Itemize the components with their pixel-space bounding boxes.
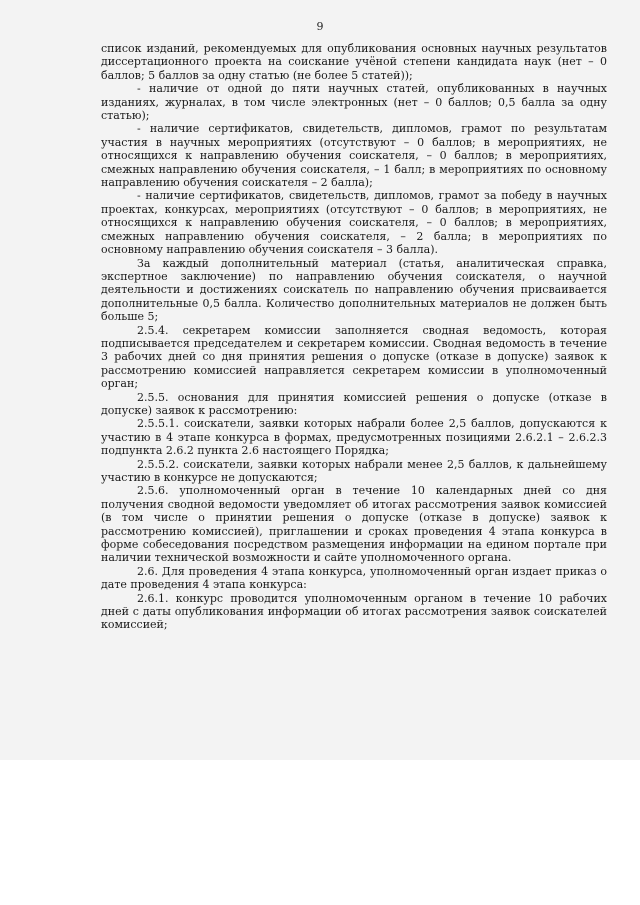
paragraph: За каждый дополнительный материал (статья, аналитическая справка, экспертное заключение) по направлению обучения соискателя, о научной деятельности и достижениях соискатель по направлению обучения присваивается дополнительные 0,5 балла. Количество дополнительных материалов не должен быть больше 5; bbox=[101, 256, 607, 324]
paragraph: 2.6. Для проведения 4 этапа конкурса, уполномоченный орган издает приказ о дате проведения 4 этапа конкурса: bbox=[101, 564, 607, 592]
document-body bbox=[101, 42, 607, 632]
paragraph: список изданий, рекомендуемых для опубликования основных научных результатов диссертационного проекта на соискание учёной степени кандидата наук (нет – 0 баллов; 5 баллов за одну статью (не более 5 статей)); bbox=[101, 42, 607, 82]
blank-area bbox=[0, 760, 640, 905]
paragraph: 2.5.5.1. соискатели, заявки которых набрали более 2,5 баллов, допускаются к участию в 4 этапе конкурса в формах, предусмотренных позициями 2.6.2.1 – 2.6.2.3 подпункта 2.6.2 пункта 2.6 настоящего Порядка; bbox=[101, 417, 607, 458]
paragraph: 2.5.6. уполномоченный орган в течение 10 календарных дней со дня получения сводной ведомости уведомляет об итогах рассмотрения заявок комиссией (в том числе о принятии решения о допуске (отказе в допуске) заявок к рассмотрению комиссией), приглашении и сроках проведения 4 этапа конкурса в форме собеседования посредством размещения информации на едином портале при наличии технической возможности и сайте уполномоченного органа. bbox=[101, 484, 607, 565]
paragraph: - наличие от одной до пяти научных статей, опубликованных в научных изданиях, журналах, в том числе электронных (нет – 0 баллов; 0,5 балла за одну статью); bbox=[101, 82, 607, 123]
paragraph: 2.5.5.2. соискатели, заявки которых набрали менее 2,5 баллов, к дальнейшему участию в конкурсе не допускаются; bbox=[101, 457, 607, 484]
paragraph: 2.5.4. секретарем комиссии заполняется сводная ведомость, которая подписывается председателем и секретарем комиссии. Сводная ведомость в течение 3 рабочих дней со дня принятия решения о допуске (отказе в допуске) заявок к рассмотрению комиссией направляется секретарем комиссии в уполномоченный орган; bbox=[101, 323, 607, 391]
page-number: 9 bbox=[316, 20, 324, 33]
paragraph: 2.6.1. конкурс проводится уполномоченным органом в течение 10 рабочих дней с даты опубликования информации об итогах рассмотрения заявок соискателей комиссией; bbox=[101, 591, 607, 632]
paragraph: - наличие сертификатов, свидетельств, дипломов, грамот за победу в научных проектах, конкурсах, мероприятиях (отсутствуют – 0 баллов; в мероприятиях, не относящихся к направлению обучения соискателя, – 0 баллов; в мероприятиях, смежных направлению обучения соискателя, – 2 балла; в мероприятиях по основному направлению обучения соискателя – 3 балла). bbox=[101, 189, 607, 257]
paragraph: 2.5.5. основания для принятия комиссией решения о допуске (отказе в допуске) заявок к рассмотрению: bbox=[101, 390, 607, 417]
paragraph: - наличие сертификатов, свидетельств, дипломов, грамот по результатам участия в научных мероприятиях (отсутствуют – 0 баллов; в мероприятиях, не относящихся к направлению обучения соискателя, – 0 баллов; в мероприятиях, смежных направлению обучения соискателя, – 1 балл; в мероприятиях по основному направлению обучения соискателя – 2 балла); bbox=[101, 122, 607, 190]
